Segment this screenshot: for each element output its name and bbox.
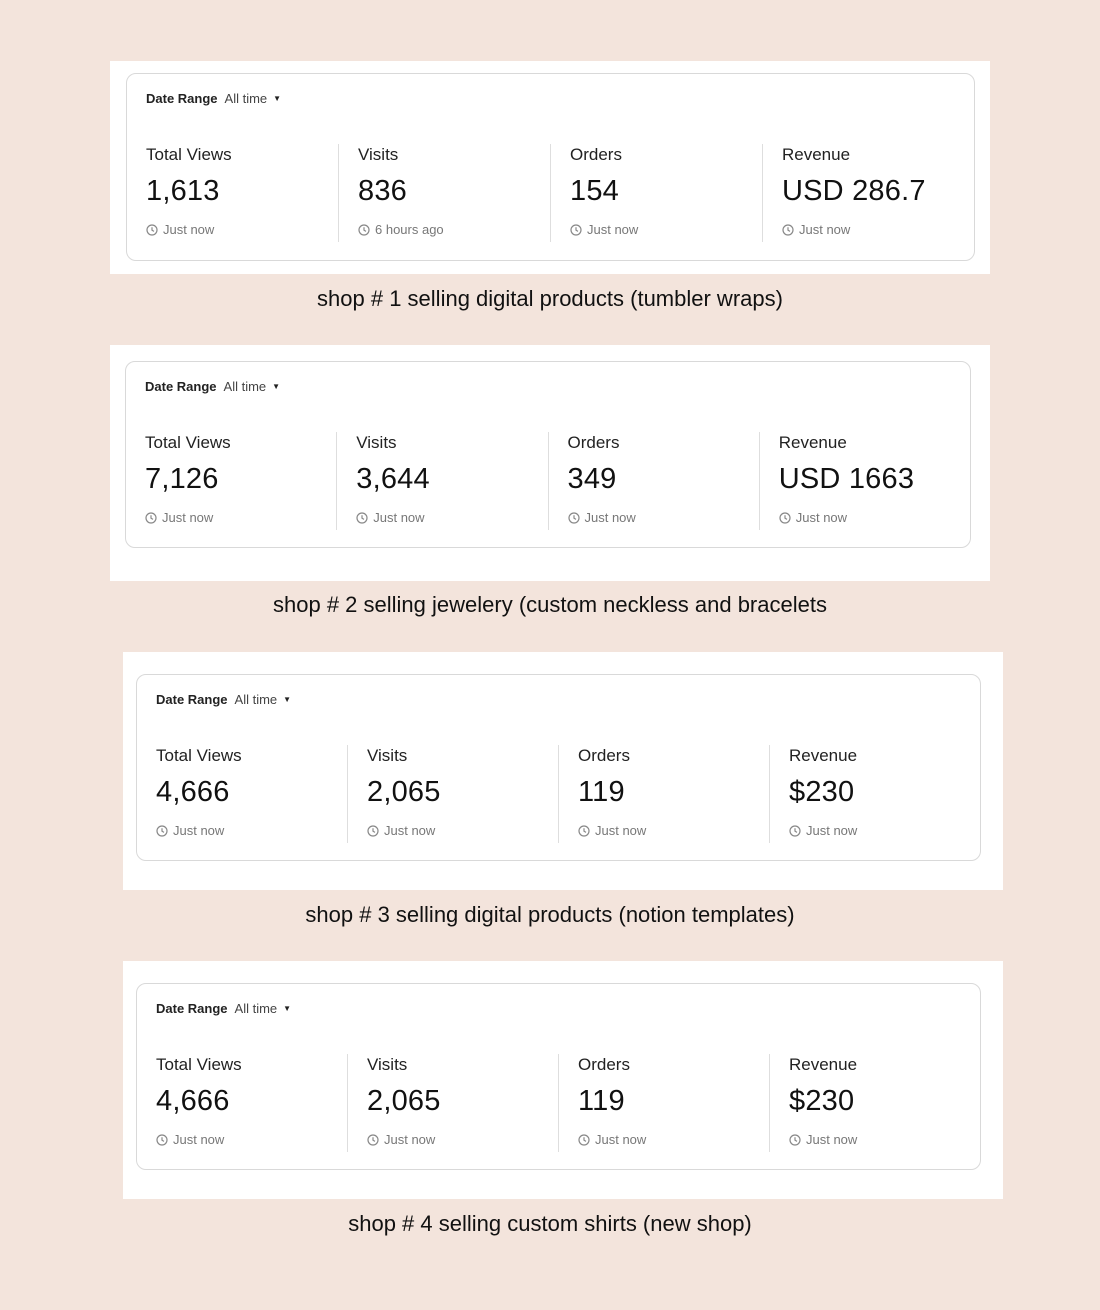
metric-label: Orders (570, 145, 622, 164)
date-range-label: Date Range (145, 379, 217, 394)
metric-visits (338, 144, 550, 242)
clock-icon (145, 512, 157, 524)
metric-label: Total Views (146, 145, 232, 164)
metric-updated (570, 222, 762, 237)
caret-down-icon: ▼ (273, 94, 282, 103)
metric-time: Just now (584, 510, 636, 525)
metric-time: Just now (799, 222, 851, 237)
date-range-selector[interactable] (145, 379, 280, 394)
clock-icon (789, 825, 801, 837)
date-range-label: Date Range (156, 692, 228, 707)
shop-1-panel (110, 61, 990, 274)
metric-updated (146, 222, 338, 237)
metric-updated (156, 823, 347, 838)
date-range-label: Date Range (156, 1001, 228, 1016)
metric-value: 4,666 (156, 776, 230, 808)
clock-icon (367, 1134, 379, 1146)
metric-updated (578, 823, 769, 838)
metric-orders (558, 1054, 769, 1152)
date-range-value: All time (224, 91, 268, 106)
metric-time: Just now (384, 1132, 436, 1147)
metric-value: 119 (578, 776, 625, 808)
metric-updated (578, 1132, 769, 1147)
date-range-selector[interactable] (156, 1001, 291, 1016)
metric-value: 119 (578, 1085, 625, 1117)
shop-4-panel (123, 961, 1003, 1199)
metric-updated (156, 1132, 347, 1147)
metric-label: Visits (358, 145, 399, 164)
clock-icon (156, 825, 168, 837)
clock-icon (578, 1134, 590, 1146)
metric-revenue (762, 144, 974, 242)
metric-time: Just now (595, 1132, 647, 1147)
caret-down-icon: ▼ (283, 1004, 292, 1013)
metric-value: $230 (789, 776, 855, 808)
metric-value: USD 1663 (778, 463, 915, 495)
metric-updated (145, 510, 336, 525)
metric-total-views (127, 144, 338, 242)
metric-updated (367, 1132, 558, 1147)
metrics-row (126, 432, 970, 530)
metric-label: Visits (367, 746, 408, 765)
metric-updated (356, 510, 547, 525)
caret-down-icon: ▼ (272, 382, 281, 391)
clock-icon (570, 224, 582, 236)
stats-card (136, 983, 981, 1170)
metric-visits (347, 1054, 558, 1152)
metric-label: Revenue (789, 746, 858, 765)
caret-down-icon: ▼ (283, 695, 292, 704)
date-range-selector[interactable] (146, 91, 281, 106)
metric-visits (347, 745, 558, 843)
metric-time: Just now (173, 1132, 225, 1147)
shop-2-panel (110, 345, 990, 581)
shop-3-panel (123, 652, 1003, 890)
metric-updated (779, 510, 970, 525)
metric-time: Just now (173, 823, 225, 838)
clock-icon (156, 1134, 168, 1146)
metric-revenue (759, 432, 970, 530)
clock-icon (578, 825, 590, 837)
shop-caption: shop # 3 selling digital products (notion templates) (305, 902, 795, 927)
metric-label: Orders (578, 1055, 630, 1074)
shop-caption: shop # 1 selling digital products (tumbler wraps) (317, 286, 783, 311)
clock-icon (358, 224, 370, 236)
metric-label: Orders (567, 433, 620, 452)
metric-label: Orders (578, 746, 630, 765)
clock-icon (568, 512, 580, 524)
shop-caption: shop # 4 selling custom shirts (new shop) (348, 1211, 752, 1236)
metric-time: Just now (587, 222, 639, 237)
metric-time: Just now (795, 510, 848, 525)
metric-total-views (137, 1054, 347, 1152)
metric-value: 349 (567, 463, 617, 495)
metric-time: 6 hours ago (375, 222, 444, 237)
metric-updated (358, 222, 550, 237)
metric-value: USD 286.7 (782, 175, 926, 207)
metric-time: Just now (162, 510, 214, 525)
metric-label: Total Views (145, 433, 231, 452)
metric-value: 3,644 (356, 463, 430, 495)
metric-time: Just now (595, 823, 647, 838)
clock-icon (779, 512, 791, 524)
metric-value: 154 (570, 175, 619, 207)
date-range-value: All time (234, 1001, 278, 1016)
metric-visits (336, 432, 547, 530)
metric-value: 2,065 (367, 776, 441, 808)
metric-total-views (126, 432, 336, 530)
clock-icon (146, 224, 158, 236)
clock-icon (367, 825, 379, 837)
clock-icon (356, 512, 368, 524)
metric-value: 7,126 (145, 463, 219, 495)
metric-value: 836 (358, 175, 407, 207)
metric-orders (548, 432, 759, 530)
metric-time: Just now (163, 222, 215, 237)
metric-value: 4,666 (156, 1085, 230, 1117)
metric-label: Visits (356, 433, 397, 452)
metrics-row (127, 144, 974, 242)
metric-value: 1,613 (146, 175, 220, 207)
date-range-selector[interactable] (156, 692, 291, 707)
metric-label: Revenue (789, 1055, 858, 1074)
metric-updated (782, 222, 974, 237)
metric-label: Total Views (156, 1055, 242, 1074)
stats-card (125, 361, 971, 548)
metric-time: Just now (806, 823, 858, 838)
metric-value: $230 (789, 1085, 855, 1117)
metric-time: Just now (384, 823, 436, 838)
shop-caption: shop # 2 selling jewelery (custom neckless and bracelets (273, 592, 827, 617)
metric-label: Total Views (156, 746, 242, 765)
metric-label: Visits (367, 1055, 408, 1074)
metric-updated (789, 1132, 980, 1147)
stats-card (126, 73, 975, 261)
metrics-row (137, 745, 980, 843)
clock-icon (782, 224, 794, 236)
date-range-value: All time (234, 692, 278, 707)
metric-updated (568, 510, 759, 525)
metric-value: 2,065 (367, 1085, 441, 1117)
metric-label: Revenue (778, 433, 847, 452)
metric-updated (789, 823, 980, 838)
metric-updated (367, 823, 558, 838)
metric-time: Just now (806, 1132, 858, 1147)
metric-time: Just now (373, 510, 425, 525)
metric-orders (558, 745, 769, 843)
metric-revenue (769, 745, 980, 843)
metric-orders (550, 144, 762, 242)
metric-revenue (769, 1054, 980, 1152)
clock-icon (789, 1134, 801, 1146)
stats-card (136, 674, 981, 861)
metric-total-views (137, 745, 347, 843)
date-range-label: Date Range (146, 91, 218, 106)
date-range-value: All time (223, 379, 267, 394)
metric-label: Revenue (782, 145, 851, 164)
metrics-row (137, 1054, 980, 1152)
